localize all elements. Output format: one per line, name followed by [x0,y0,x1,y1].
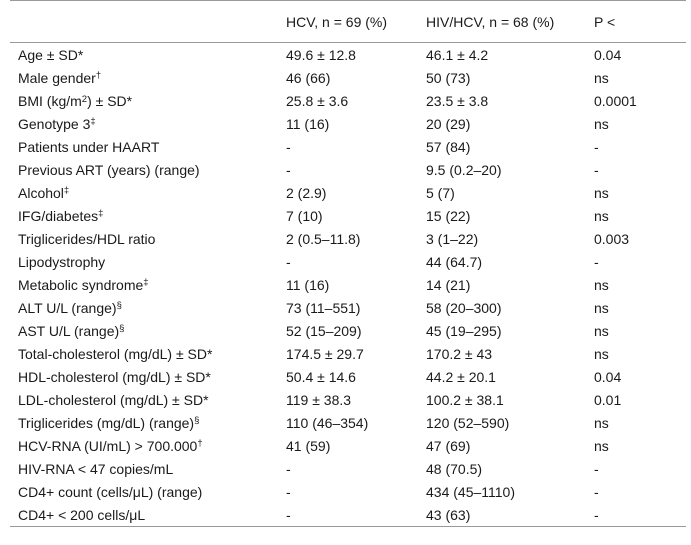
table-row [10,43,686,67]
hivhcv-value: 434 (45–1110) [426,483,515,500]
hivhcv-value: 14 (21) [426,276,471,293]
row-label: Alcohol‡ [18,184,70,201]
hivhcv-value: 44.2 ± 20.1 [426,368,496,385]
p-value: 0.0001 [594,92,637,109]
row-label: CD4+ count (cells/μL) (range) [18,483,203,500]
hivhcv-value: 5 (7) [426,184,455,201]
hcv-value: 46 (66) [286,69,331,86]
row-label: Age ± SD* [18,46,84,63]
p-value: - [586,503,686,527]
hivhcv-value: 100.2 ± 38.1 [426,391,504,408]
footnote-mark: † [197,437,203,449]
footnote-mark: § [194,414,200,426]
hivhcv-value: 170.2 ± 43 [426,345,493,362]
hcv-value: - [286,483,291,500]
hivhcv-value: 9.5 (0.2–20) [426,161,502,178]
hivhcv-value: 57 (84) [426,138,471,155]
footnote-mark: † [95,69,102,81]
hcv-value: 7 (10) [286,207,323,224]
p-value: - [594,253,599,270]
p-value: 0.003 [594,230,630,247]
hcv-value: - [286,253,291,270]
row-label: CD4+ < 200 cells/μL [10,503,278,527]
footnote-mark: § [116,299,122,311]
p-value: ns [594,207,609,224]
p-value: 0.04 [594,46,622,63]
row-label: LDL-cholesterol (mg/dL) ± SD* [18,391,209,408]
p-value: - [594,138,599,155]
hcv-value: 119 ± 38.3 [286,391,352,408]
hivhcv-value: 48 (70.5) [426,460,483,477]
table-row [10,227,686,250]
hcv-value: 2 (0.5–11.8) [286,230,361,247]
header-row [10,1,686,43]
hcv-value: 2 (2.9) [286,184,327,201]
footnote-mark: ‡ [63,184,70,196]
table-row [10,273,686,296]
row-label: Metabolic syndrome‡ [18,276,149,293]
row-label: BMI $(kg/m^2) \pm SD*$ [18,92,133,109]
table-container [10,0,686,527]
header-hcv-column: HCV, n = 69 (%) [278,1,418,43]
hivhcv-value: 58 (20–300) [426,299,502,316]
hcv-value: 52 (15–209) [286,322,362,339]
table-row [10,181,686,204]
hcv-value: - [286,460,291,477]
table-row [10,480,686,503]
hivhcv-value: 23.5 ± 3.8 [426,92,489,109]
hivhcv-value: 15 (22) [426,207,471,224]
p-value: ns [594,299,609,316]
footnote-mark: ‡ [98,207,104,219]
footnote-mark: ‡ [143,276,149,288]
hivhcv-value: 47 (69) [426,437,471,454]
row-label: ALT U/L (range)§ [18,299,122,316]
hcv-value: 110 (46–354) [286,414,369,431]
row-label: Previous ART (years) (range) [18,161,200,178]
hivhcv-value: 44 (64.7) [426,253,483,270]
hcv-value: 49.6 ± 12.8 [286,46,356,63]
table-row [10,319,686,342]
hcv-value: - [286,138,291,155]
table-row [10,457,686,480]
hcv-value: 174.5 ± 29.7 [286,345,364,362]
hcv-value: 73 (11–551) [286,299,361,316]
row-label: IFG/diabetes‡ [18,207,104,224]
row-label: Triglicerides (mg/dL) (range)§ [18,414,200,431]
clinical-characteristics-table [10,0,686,527]
table-row [10,250,686,273]
hcv-value: 11 (16) [286,115,330,132]
p-value: ns [594,276,609,293]
p-value: - [594,460,599,477]
hcv-value: - [278,503,418,527]
table-row [10,411,686,434]
hcv-value: 11 (16) [286,276,330,293]
row-label: Genotype 3‡ [18,115,96,132]
hivhcv-value: 43 (63) [418,503,586,527]
row-label: AST U/L (range)§ [18,322,125,339]
hivhcv-value: 46.1 ± 4.2 [426,46,489,63]
table-row [10,296,686,319]
footnote-mark: ‡ [90,115,96,127]
p-value: 0.04 [594,368,622,385]
p-value: ns [594,414,609,431]
hivhcv-value: 45 (19–295) [426,322,502,339]
header-hivhcv-column: HIV/HCV, n = 68 (%) [418,1,586,43]
p-value: ns [594,322,609,339]
hcv-value: 41 (59) [286,437,331,454]
hcv-value: 25.8 ± 3.6 [286,92,349,109]
row-label: Total-cholesterol (mg/dL) ± SD* [18,345,213,362]
table-row [10,158,686,181]
p-value: ns [594,437,609,454]
hivhcv-value: 50 (73) [426,69,471,86]
p-value: ns [594,69,609,86]
row-label: Male gender† [18,69,102,86]
table-row [10,434,686,457]
hivhcv-value: 3 (1–22) [426,230,479,247]
hcv-value: 50.4 ± 14.6 [286,368,356,385]
header-label-column [10,1,278,43]
hcv-value: - [286,161,291,178]
row-label: Lipodystrophy [18,253,106,270]
p-value: - [594,483,599,500]
row-label: HCV-RNA (UI/mL) > 700.000† [18,437,203,454]
table-row [10,135,686,158]
header-p-column: P < [586,1,686,43]
p-value: ns [594,345,609,362]
table-row [10,342,686,365]
row-label: HIV-RNA < 47 copies/mL [18,460,174,477]
row-label: HDL-cholesterol (mg/dL) ± SD* [18,368,211,385]
table-row [10,89,686,112]
row-label: Patients under HAART [18,138,160,155]
superscript: 2 [81,93,88,105]
table-row [10,503,686,527]
table-row [10,66,686,89]
table-row [10,204,686,227]
p-value: - [594,161,599,178]
p-value: 0.01 [594,391,622,408]
table-row [10,112,686,135]
row-label: Triglicerides/HDL ratio [18,230,156,247]
table-row [10,388,686,411]
hivhcv-value: 20 (29) [426,115,471,132]
hivhcv-value: 120 (52–590) [426,414,510,431]
p-value: ns [594,115,609,132]
footnote-mark: § [119,322,125,334]
p-value: ns [594,184,609,201]
table-row [10,365,686,388]
